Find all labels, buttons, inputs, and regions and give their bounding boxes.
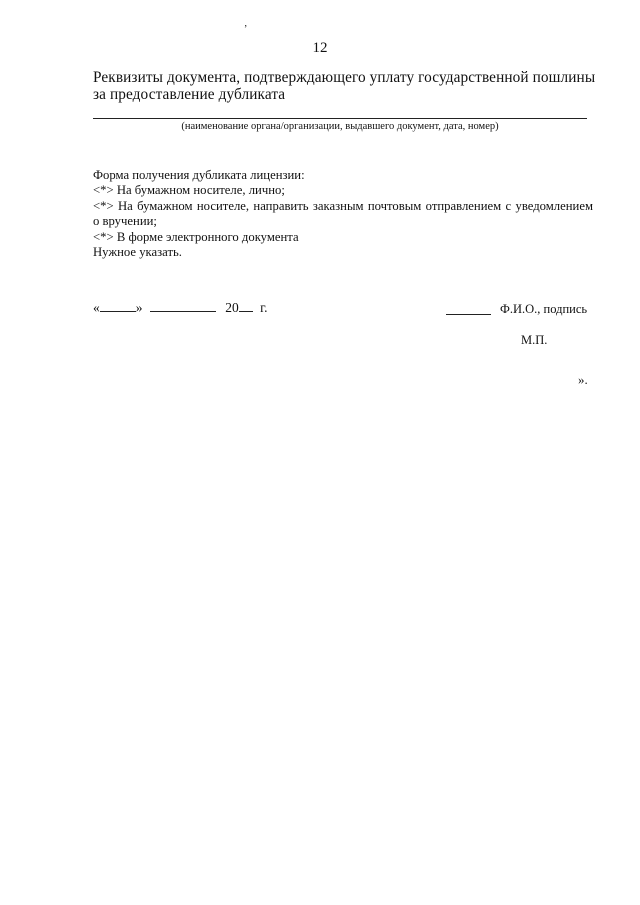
date-row xyxy=(93,299,268,316)
requisites-line-caption: (наименование органа/организации, выдавшего документ, дата, номер) xyxy=(181,121,499,132)
stray-mark: ‚ xyxy=(244,18,248,29)
requisites-heading-line1: Реквизиты документа, подтверждающего уплату государственной пошлины xyxy=(93,69,596,86)
stamp-label: М.П. xyxy=(521,333,548,347)
receipt-form-block xyxy=(93,168,593,260)
date-open-quote: « xyxy=(93,300,100,315)
receipt-option-paper-mail-line2: о вручении; xyxy=(93,214,157,229)
day-blank xyxy=(100,299,136,312)
year-prefix: 20 xyxy=(225,300,239,315)
closing-quote: ». xyxy=(578,372,588,387)
receipt-note: Нужное указать. xyxy=(93,245,182,260)
page-number: 12 xyxy=(312,40,328,56)
receipt-option-paper-in-person: <*> На бумажном носителе, лично; xyxy=(93,183,285,198)
receipt-option-electronic: <*> В форме электронного документа xyxy=(93,229,299,244)
date-close-quote: » xyxy=(135,300,143,315)
receipt-option-paper-mail-line1: <*> На бумажном носителе, направить заказным почтовым отправлением с уведомлением xyxy=(93,198,593,213)
year-suffix: г. xyxy=(260,300,268,315)
requisites-fill-line xyxy=(93,118,587,119)
requisites-heading-line2: за предоставление дубликата xyxy=(93,86,286,103)
fio-signature-label: Ф.И.О., подпись xyxy=(500,302,588,316)
year-blank xyxy=(239,299,253,312)
receipt-form-title: Форма получения дубликата лицензии: xyxy=(93,168,305,182)
month-blank xyxy=(150,299,216,312)
signature-blank-line xyxy=(446,314,491,315)
